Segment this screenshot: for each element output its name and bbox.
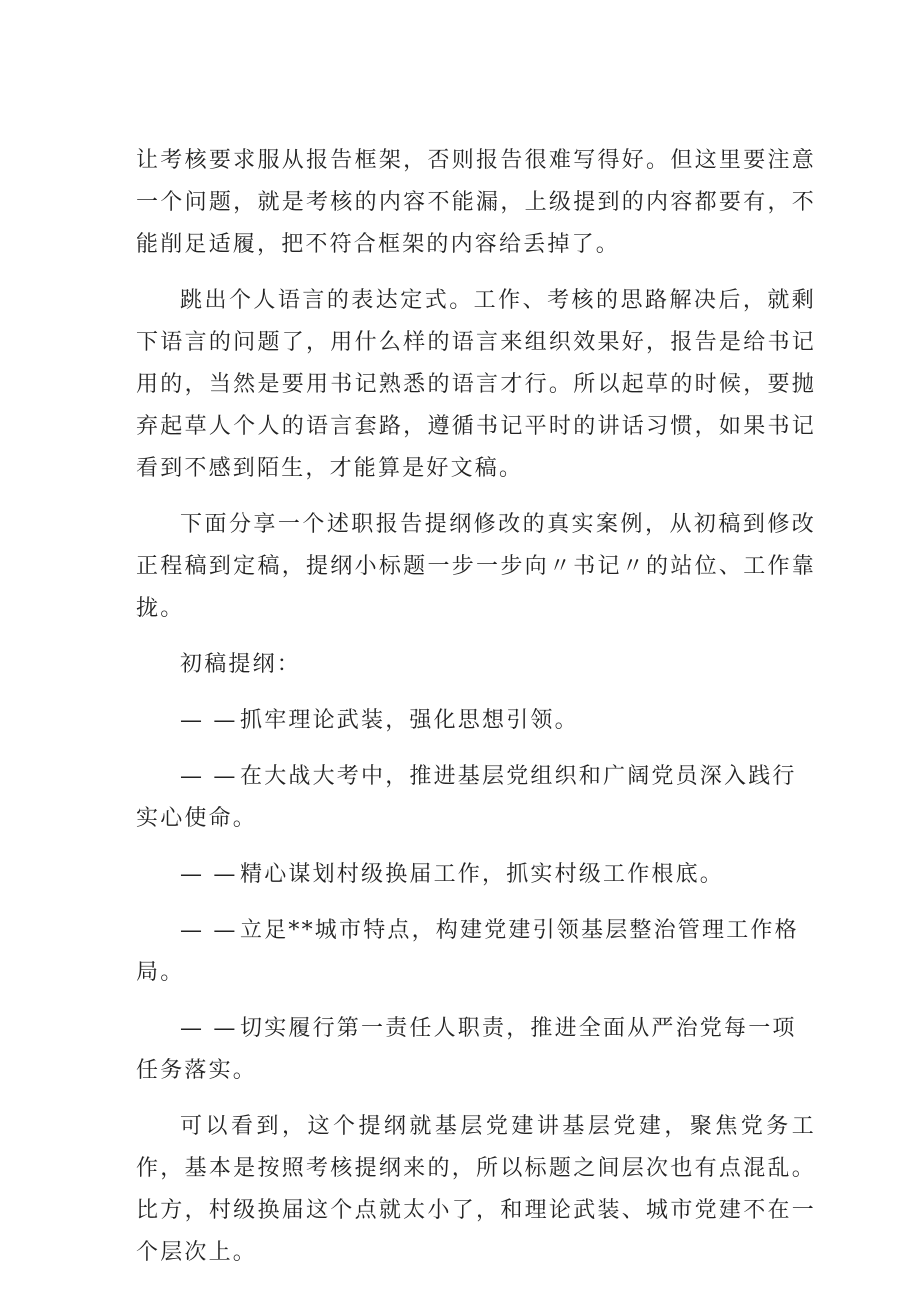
- paragraph-analysis: 可以看到，这个提纲就基层党建讲基层党建，聚焦党务工作，基本是按照考核提纲来的，所以标题之间层次也有点混乱。比方，村级换届这个点就太小了，和理论武装、城市党建不在一个层次上。: [136, 1114, 816, 1265]
- outline-dash: — —: [180, 708, 238, 733]
- outline-item-text: 精心谋划村级换届工作，抓实村级工作根底。: [240, 862, 725, 887]
- paragraph-case-intro: 下面分享一个述职报告提纲修改的真实案例，从初稿到修改正程稿到定稿，提纲小标题一步一步向〃书记〃的站位、工作靠拢。: [136, 512, 816, 621]
- outline-dash: — —: [180, 862, 238, 887]
- paragraph-language-style: 跳出个人语言的表达定式。工作、考核的思路解决后，就剩下语言的问题了，用什么样的语言来组织效果好，报告是给书记用的，当然是要用书记熟悉的语言才行。所以起草的时候，要抛弃起草人个人的语言套路，遵循书记平时的讲话习惯，如果书记看到不感到陌生，才能算是好文稿。: [136, 288, 816, 481]
- outline-dash: — —: [180, 764, 238, 789]
- outline-dash: — —: [180, 918, 238, 943]
- outline-item-text: 在大战大考中，推进基层党组织和广阔党员深入践行实心使命。: [136, 764, 797, 831]
- outline-item: [136, 700, 816, 742]
- paragraph-draft-outline-heading: 初稿提纲：: [180, 652, 302, 677]
- outline-item-text: 抓牢理论武装，强化思想引领。: [240, 708, 579, 733]
- outline-item-text: 切实履行第一责任人职责，推进全面从严治党每一项任务落实。: [136, 1016, 797, 1083]
- paragraph-exam-framework: 让考核要求服从报告框架，否则报告很难写得好。但这里要注意一个问题，就是考核的内容不能漏，上级提到的内容都要有，不能削足适履，把不符合框架的内容给丢掉了。: [136, 148, 816, 257]
- outline-item-text: 立足**城市特点，构建党建引领基层整治管理工作格局。: [136, 918, 799, 985]
- outline-item: [136, 1008, 816, 1092]
- outline-item: [136, 910, 816, 994]
- outline-item: [136, 854, 816, 896]
- outline-dash: — —: [180, 1016, 238, 1041]
- document-body: [136, 140, 816, 1288]
- outline-item: [136, 756, 816, 840]
